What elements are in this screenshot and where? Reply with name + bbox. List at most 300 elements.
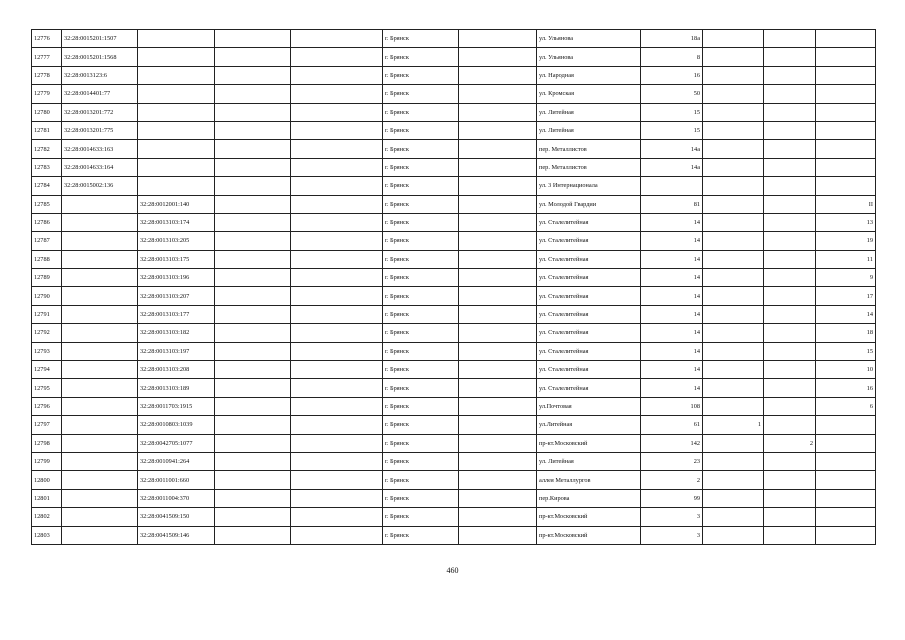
city-cell: г. Брянск: [383, 103, 459, 121]
table-row: [32, 379, 876, 397]
room-number-cell: [816, 489, 876, 507]
row-number-cell: 12784: [32, 177, 62, 195]
room-number-cell: 16: [816, 379, 876, 397]
city-cell: г. Брянск: [383, 508, 459, 526]
cadastral-number-2-cell: 32:28:0013103:207: [138, 287, 215, 305]
empty-cell: [291, 471, 383, 489]
empty-cell: [459, 489, 537, 507]
cadastral-number-2-cell: [138, 103, 215, 121]
cadastral-number-cell: [62, 232, 138, 250]
cadastral-number-2-cell: 32:28:0011001:660: [138, 471, 215, 489]
apartment-cell: [703, 269, 764, 287]
empty-cell: [459, 526, 537, 544]
room-number-cell: 19: [816, 232, 876, 250]
room-number-cell: [816, 508, 876, 526]
table-row: [32, 213, 876, 231]
extra-number-cell: 2: [764, 434, 816, 452]
street-cell: ул.Почтовая: [537, 397, 641, 415]
extra-number-cell: [764, 397, 816, 415]
extra-number-cell: [764, 305, 816, 323]
empty-cell: [215, 30, 291, 48]
empty-cell: [459, 195, 537, 213]
cadastral-number-2-cell: 32:28:0042705:1077: [138, 434, 215, 452]
apartment-cell: [703, 250, 764, 268]
extra-number-cell: [764, 66, 816, 84]
table-row: [32, 66, 876, 84]
extra-number-cell: [764, 140, 816, 158]
apartment-cell: [703, 30, 764, 48]
apartment-cell: [703, 379, 764, 397]
empty-cell: [291, 489, 383, 507]
city-cell: г. Брянск: [383, 489, 459, 507]
extra-number-cell: [764, 250, 816, 268]
row-number-cell: 12802: [32, 508, 62, 526]
city-cell: г. Брянск: [383, 342, 459, 360]
street-cell: ул. Сталелитейная: [537, 324, 641, 342]
cadastral-number-2-cell: 32:28:0041509:146: [138, 526, 215, 544]
extra-number-cell: [764, 121, 816, 139]
cadastral-number-2-cell: 32:28:0010941:264: [138, 452, 215, 470]
street-cell: ул. Сталелитейная: [537, 287, 641, 305]
city-cell: г. Брянск: [383, 195, 459, 213]
empty-cell: [215, 508, 291, 526]
house-number-cell: 61: [641, 416, 703, 434]
row-number-cell: 12780: [32, 103, 62, 121]
house-number-cell: 14: [641, 287, 703, 305]
cadastral-number-2-cell: [138, 30, 215, 48]
empty-cell: [215, 103, 291, 121]
room-number-cell: 6: [816, 397, 876, 415]
empty-cell: [215, 434, 291, 452]
city-cell: г. Брянск: [383, 250, 459, 268]
registry-table: [31, 29, 876, 545]
extra-number-cell: [764, 526, 816, 544]
empty-cell: [291, 397, 383, 415]
empty-cell: [459, 103, 537, 121]
empty-cell: [215, 379, 291, 397]
city-cell: г. Брянск: [383, 434, 459, 452]
cadastral-number-cell: 32:28:0014401:77: [62, 85, 138, 103]
house-number-cell: 14а: [641, 140, 703, 158]
empty-cell: [215, 195, 291, 213]
cadastral-number-2-cell: 32:28:0011703:1915: [138, 397, 215, 415]
table-row: [32, 287, 876, 305]
city-cell: г. Брянск: [383, 85, 459, 103]
cadastral-number-2-cell: [138, 85, 215, 103]
empty-cell: [291, 85, 383, 103]
house-number-cell: 99: [641, 489, 703, 507]
extra-number-cell: [764, 471, 816, 489]
cadastral-number-2-cell: 32:28:0013103:182: [138, 324, 215, 342]
empty-cell: [215, 269, 291, 287]
street-cell: ул. Кромская: [537, 85, 641, 103]
cadastral-number-cell: 32:28:0013201:772: [62, 103, 138, 121]
house-number-cell: 3: [641, 526, 703, 544]
apartment-cell: [703, 342, 764, 360]
empty-cell: [459, 250, 537, 268]
extra-number-cell: [764, 324, 816, 342]
house-number-cell: 81: [641, 195, 703, 213]
city-cell: г. Брянск: [383, 324, 459, 342]
cadastral-number-cell: [62, 324, 138, 342]
table-row: [32, 121, 876, 139]
cadastral-number-cell: 32:28:0013201:775: [62, 121, 138, 139]
empty-cell: [459, 269, 537, 287]
city-cell: г. Брянск: [383, 30, 459, 48]
cadastral-number-cell: [62, 489, 138, 507]
table-row: [32, 232, 876, 250]
cadastral-number-cell: 32:28:0014633:164: [62, 158, 138, 176]
empty-cell: [459, 361, 537, 379]
room-number-cell: [816, 452, 876, 470]
cadastral-number-cell: [62, 342, 138, 360]
empty-cell: [215, 489, 291, 507]
city-cell: г. Брянск: [383, 66, 459, 84]
cadastral-number-2-cell: 32:28:0041509:150: [138, 508, 215, 526]
empty-cell: [459, 452, 537, 470]
cadastral-number-cell: 32:28:0015002:136: [62, 177, 138, 195]
room-number-cell: [816, 30, 876, 48]
apartment-cell: [703, 397, 764, 415]
empty-cell: [215, 158, 291, 176]
apartment-cell: [703, 526, 764, 544]
empty-cell: [291, 434, 383, 452]
apartment-cell: [703, 452, 764, 470]
cadastral-number-cell: [62, 250, 138, 268]
table-row: [32, 342, 876, 360]
room-number-cell: 13: [816, 213, 876, 231]
empty-cell: [291, 361, 383, 379]
house-number-cell: 14: [641, 232, 703, 250]
table-row: [32, 250, 876, 268]
city-cell: г. Брянск: [383, 471, 459, 489]
empty-cell: [291, 232, 383, 250]
cadastral-number-2-cell: [138, 48, 215, 66]
cadastral-number-2-cell: [138, 66, 215, 84]
room-number-cell: [816, 471, 876, 489]
row-number-cell: 12785: [32, 195, 62, 213]
apartment-cell: 1: [703, 416, 764, 434]
cadastral-number-2-cell: 32:28:0010803:1039: [138, 416, 215, 434]
street-cell: аллея Металлургов: [537, 471, 641, 489]
house-number-cell: 14: [641, 379, 703, 397]
extra-number-cell: [764, 213, 816, 231]
street-cell: ул. Молодой Гвардии: [537, 195, 641, 213]
extra-number-cell: [764, 269, 816, 287]
street-cell: пер. Металлистов: [537, 140, 641, 158]
row-number-cell: 12799: [32, 452, 62, 470]
street-cell: ул. Сталелитейная: [537, 342, 641, 360]
row-number-cell: 12778: [32, 66, 62, 84]
house-number-cell: 14: [641, 305, 703, 323]
cadastral-number-cell: [62, 195, 138, 213]
apartment-cell: [703, 103, 764, 121]
empty-cell: [291, 48, 383, 66]
room-number-cell: 17: [816, 287, 876, 305]
house-number-cell: 14: [641, 269, 703, 287]
empty-cell: [459, 397, 537, 415]
city-cell: г. Брянск: [383, 121, 459, 139]
apartment-cell: [703, 158, 764, 176]
city-cell: г. Брянск: [383, 48, 459, 66]
empty-cell: [215, 232, 291, 250]
extra-number-cell: [764, 48, 816, 66]
empty-cell: [215, 452, 291, 470]
row-number-cell: 12777: [32, 48, 62, 66]
room-number-cell: [816, 121, 876, 139]
empty-cell: [459, 379, 537, 397]
cadastral-number-cell: [62, 361, 138, 379]
empty-cell: [459, 434, 537, 452]
empty-cell: [459, 508, 537, 526]
empty-cell: [291, 66, 383, 84]
cadastral-number-cell: [62, 287, 138, 305]
table-row: [32, 526, 876, 544]
row-number-cell: 12782: [32, 140, 62, 158]
empty-cell: [459, 177, 537, 195]
empty-cell: [459, 30, 537, 48]
house-number-cell: 3: [641, 508, 703, 526]
row-number-cell: 12797: [32, 416, 62, 434]
house-number-cell: 16: [641, 66, 703, 84]
row-number-cell: 12788: [32, 250, 62, 268]
table-row: [32, 158, 876, 176]
page-number: 460: [446, 566, 459, 575]
house-number-cell: 15: [641, 103, 703, 121]
city-cell: г. Брянск: [383, 213, 459, 231]
street-cell: ул. Ульянова: [537, 30, 641, 48]
table-row: [32, 48, 876, 66]
empty-cell: [459, 305, 537, 323]
cadastral-number-2-cell: 32:28:0013103:197: [138, 342, 215, 360]
cadastral-number-2-cell: 32:28:0012001:140: [138, 195, 215, 213]
room-number-cell: 18: [816, 324, 876, 342]
empty-cell: [291, 103, 383, 121]
street-cell: ул. Сталелитейная: [537, 361, 641, 379]
cadastral-number-cell: 32:28:0013123:6: [62, 66, 138, 84]
row-number-cell: 12783: [32, 158, 62, 176]
empty-cell: [215, 342, 291, 360]
empty-cell: [291, 158, 383, 176]
empty-cell: [215, 416, 291, 434]
empty-cell: [215, 66, 291, 84]
empty-cell: [459, 158, 537, 176]
street-cell: ул. Сталелитейная: [537, 305, 641, 323]
street-cell: ул. Литейная: [537, 121, 641, 139]
table-row: [32, 434, 876, 452]
city-cell: г. Брянск: [383, 361, 459, 379]
apartment-cell: [703, 121, 764, 139]
city-cell: г. Брянск: [383, 452, 459, 470]
apartment-cell: [703, 361, 764, 379]
empty-cell: [215, 121, 291, 139]
empty-cell: [291, 342, 383, 360]
empty-cell: [215, 397, 291, 415]
empty-cell: [459, 287, 537, 305]
apartment-cell: [703, 434, 764, 452]
room-number-cell: [816, 48, 876, 66]
cadastral-number-2-cell: 32:28:0013103:196: [138, 269, 215, 287]
empty-cell: [215, 287, 291, 305]
street-cell: ул. Ульянова: [537, 48, 641, 66]
room-number-cell: 9: [816, 269, 876, 287]
empty-cell: [215, 526, 291, 544]
room-number-cell: [816, 66, 876, 84]
apartment-cell: [703, 66, 764, 84]
empty-cell: [215, 177, 291, 195]
row-number-cell: 12786: [32, 213, 62, 231]
empty-cell: [459, 48, 537, 66]
street-cell: пер.Кирова: [537, 489, 641, 507]
extra-number-cell: [764, 103, 816, 121]
apartment-cell: [703, 508, 764, 526]
house-number-cell: 108: [641, 397, 703, 415]
room-number-cell: 11: [816, 250, 876, 268]
empty-cell: [291, 195, 383, 213]
cadastral-number-cell: [62, 269, 138, 287]
cadastral-number-cell: 32:28:0015201:1507: [62, 30, 138, 48]
empty-cell: [291, 526, 383, 544]
room-number-cell: [816, 140, 876, 158]
empty-cell: [291, 269, 383, 287]
house-number-cell: 50: [641, 85, 703, 103]
cadastral-number-cell: 32:28:0015201:1568: [62, 48, 138, 66]
cadastral-number-2-cell: 32:28:0013103:189: [138, 379, 215, 397]
street-cell: ул. Сталелитейная: [537, 379, 641, 397]
row-number-cell: 12800: [32, 471, 62, 489]
street-cell: ул. Литейная: [537, 103, 641, 121]
cadastral-number-cell: [62, 508, 138, 526]
empty-cell: [291, 305, 383, 323]
empty-cell: [291, 324, 383, 342]
street-cell: пр-кт.Московский: [537, 508, 641, 526]
city-cell: г. Брянск: [383, 526, 459, 544]
cadastral-number-cell: [62, 397, 138, 415]
cadastral-number-cell: [62, 305, 138, 323]
table-row: [32, 30, 876, 48]
city-cell: г. Брянск: [383, 379, 459, 397]
street-cell: ул.Литейная: [537, 416, 641, 434]
table-row: [32, 177, 876, 195]
empty-cell: [215, 48, 291, 66]
apartment-cell: [703, 471, 764, 489]
extra-number-cell: [764, 287, 816, 305]
city-cell: г. Брянск: [383, 269, 459, 287]
registry-rows: [32, 30, 876, 545]
extra-number-cell: [764, 489, 816, 507]
cadastral-number-2-cell: [138, 140, 215, 158]
room-number-cell: [816, 434, 876, 452]
street-cell: пр-кт.Московский: [537, 526, 641, 544]
apartment-cell: [703, 324, 764, 342]
house-number-cell: 142: [641, 434, 703, 452]
cadastral-number-cell: [62, 416, 138, 434]
extra-number-cell: [764, 30, 816, 48]
house-number-cell: 18а: [641, 30, 703, 48]
empty-cell: [459, 85, 537, 103]
cadastral-number-cell: 32:28:0014633:163: [62, 140, 138, 158]
row-number-cell: 12779: [32, 85, 62, 103]
apartment-cell: [703, 232, 764, 250]
row-number-cell: 12790: [32, 287, 62, 305]
house-number-cell: 14: [641, 213, 703, 231]
room-number-cell: [816, 103, 876, 121]
cadastral-number-2-cell: 32:28:0013103:177: [138, 305, 215, 323]
empty-cell: [459, 213, 537, 231]
extra-number-cell: [764, 195, 816, 213]
city-cell: г. Брянск: [383, 305, 459, 323]
room-number-cell: [816, 158, 876, 176]
table-row: [32, 471, 876, 489]
table-row: [32, 489, 876, 507]
street-cell: пр-кт.Московский: [537, 434, 641, 452]
extra-number-cell: [764, 379, 816, 397]
room-number-cell: II: [816, 195, 876, 213]
street-cell: пер. Металлистов: [537, 158, 641, 176]
table-row: [32, 397, 876, 415]
row-number-cell: 12781: [32, 121, 62, 139]
extra-number-cell: [764, 158, 816, 176]
cadastral-number-cell: [62, 213, 138, 231]
city-cell: г. Брянск: [383, 177, 459, 195]
row-number-cell: 12798: [32, 434, 62, 452]
empty-cell: [291, 379, 383, 397]
house-number-cell: 2: [641, 471, 703, 489]
cadastral-number-2-cell: [138, 177, 215, 195]
empty-cell: [215, 85, 291, 103]
row-number-cell: 12803: [32, 526, 62, 544]
street-cell: ул. Сталелитейная: [537, 250, 641, 268]
table-row: [32, 195, 876, 213]
apartment-cell: [703, 305, 764, 323]
table-row: [32, 416, 876, 434]
apartment-cell: [703, 489, 764, 507]
empty-cell: [459, 232, 537, 250]
empty-cell: [215, 213, 291, 231]
city-cell: г. Брянск: [383, 158, 459, 176]
extra-number-cell: [764, 85, 816, 103]
house-number-cell: [641, 177, 703, 195]
city-cell: г. Брянск: [383, 140, 459, 158]
row-number-cell: 12795: [32, 379, 62, 397]
apartment-cell: [703, 140, 764, 158]
table-row: [32, 508, 876, 526]
apartment-cell: [703, 48, 764, 66]
row-number-cell: 12789: [32, 269, 62, 287]
row-number-cell: 12793: [32, 342, 62, 360]
row-number-cell: 12792: [32, 324, 62, 342]
street-cell: ул. Сталелитейная: [537, 213, 641, 231]
empty-cell: [291, 287, 383, 305]
empty-cell: [215, 471, 291, 489]
empty-cell: [215, 250, 291, 268]
empty-cell: [291, 508, 383, 526]
table-row: [32, 85, 876, 103]
empty-cell: [459, 140, 537, 158]
street-cell: ул. Сталелитейная: [537, 232, 641, 250]
table-row: [32, 324, 876, 342]
room-number-cell: [816, 416, 876, 434]
cadastral-number-2-cell: 32:28:0013103:174: [138, 213, 215, 231]
row-number-cell: 12791: [32, 305, 62, 323]
empty-cell: [459, 121, 537, 139]
extra-number-cell: [764, 342, 816, 360]
city-cell: г. Брянск: [383, 416, 459, 434]
empty-cell: [291, 452, 383, 470]
table-row: [32, 452, 876, 470]
empty-cell: [215, 140, 291, 158]
cadastral-number-2-cell: [138, 158, 215, 176]
